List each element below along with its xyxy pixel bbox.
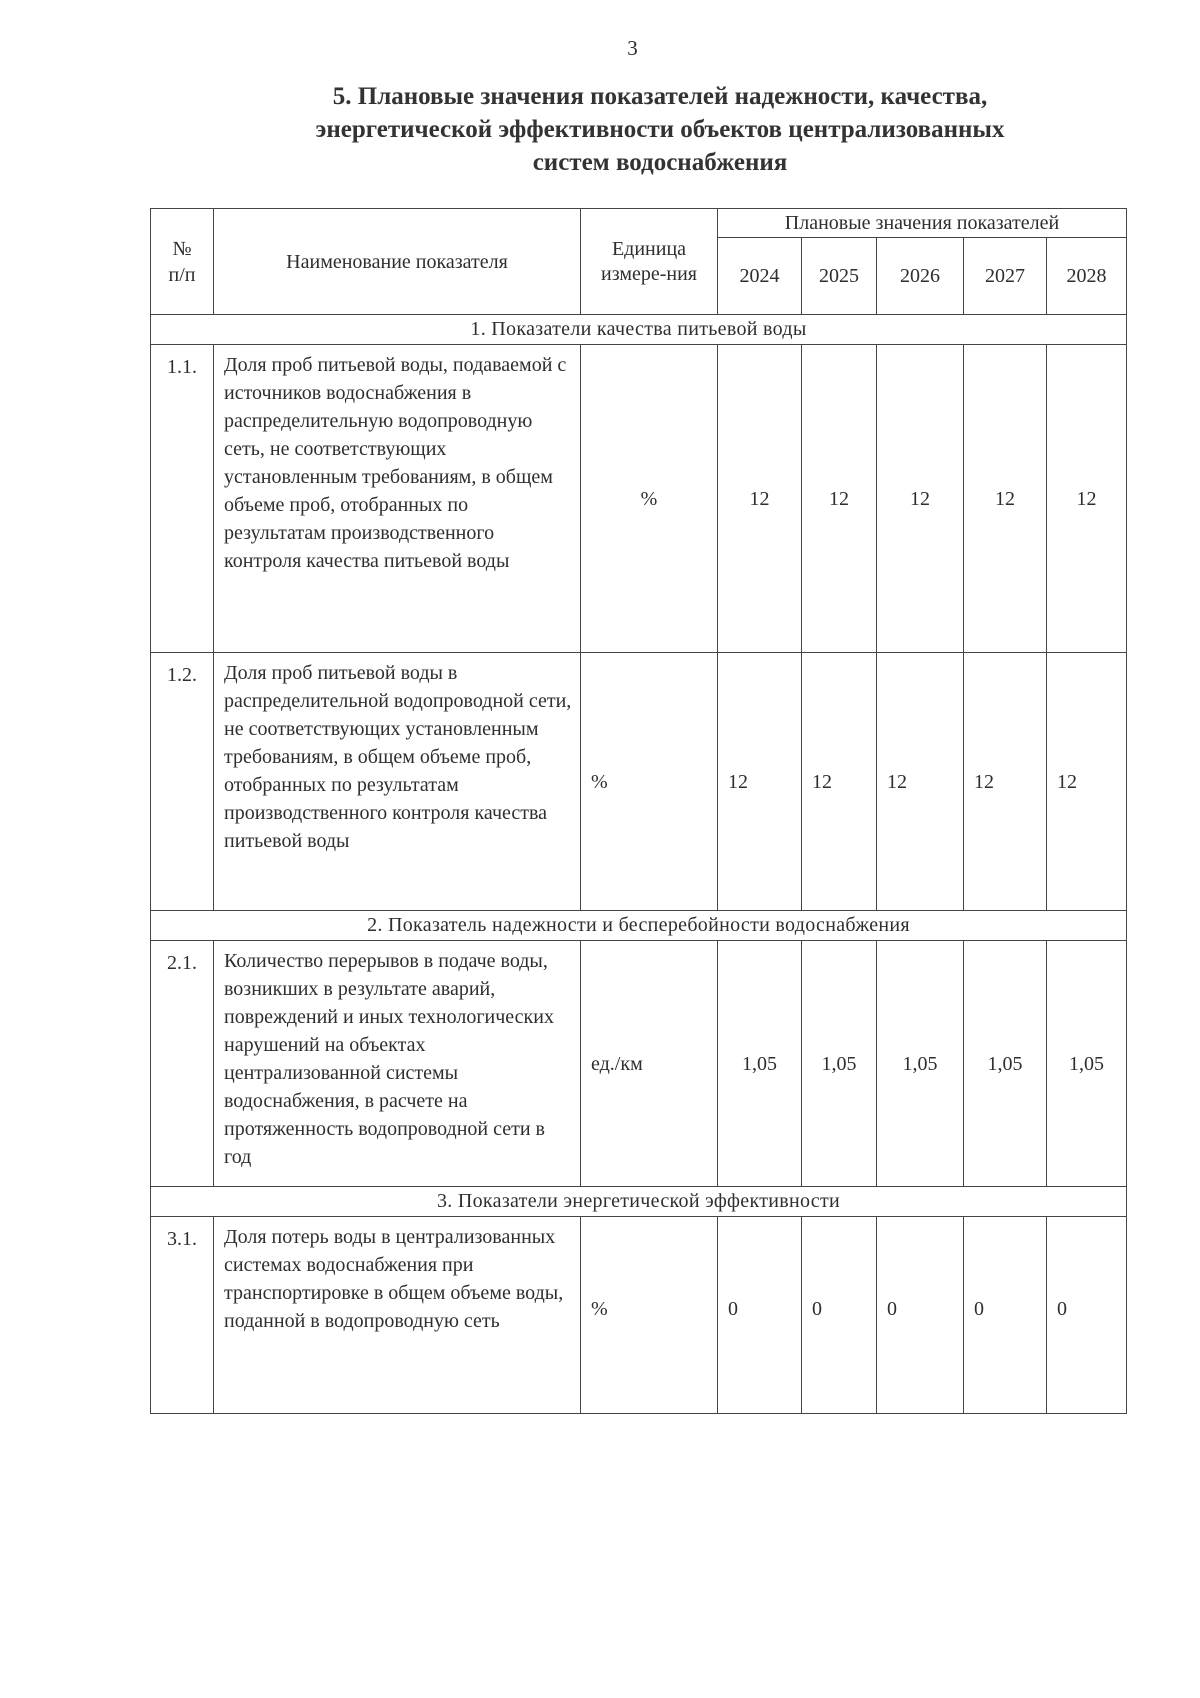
section-row	[151, 1187, 1127, 1217]
header-year: 2024	[718, 238, 802, 315]
row-value: 12	[1047, 653, 1127, 911]
row-value: 0	[802, 1217, 877, 1414]
row-value: 12	[964, 653, 1047, 911]
row-value: 12	[1047, 345, 1127, 653]
row-number: 1.2.	[151, 653, 214, 911]
row-name: Доля проб питьевой воды в распределительной водопроводной сети, не соответствующих установленным требованиям, в общем объеме проб, отобранных по результатам производственного контроля качества питьевой воды	[214, 653, 581, 911]
row-value: 1,05	[964, 941, 1047, 1187]
row-value: 12	[877, 345, 964, 653]
header-number: № п/п	[151, 209, 214, 315]
row-value: 12	[718, 345, 802, 653]
row-value: 1,05	[1047, 941, 1127, 1187]
title-line-3: систем водоснабжения	[532, 149, 788, 176]
row-unit: %	[581, 345, 718, 653]
table-row	[151, 653, 1127, 911]
row-name: Количество перерывов в подаче воды, возникших в результате аварий, повреждений и иных технологических нарушений на объектах централизованной системы водоснабжения, в расчете на протяженность водопроводной сети в год	[214, 941, 581, 1187]
row-number: 3.1.	[151, 1217, 214, 1414]
row-name: Доля потерь воды в централизованных системах водоснабжения при транспортировке в общем объеме воды, поданной в водопроводную сеть	[214, 1217, 581, 1414]
row-number: 2.1.	[151, 941, 214, 1187]
row-value: 12	[964, 345, 1047, 653]
header-name: Наименование показателя	[214, 209, 581, 315]
header-year: 2026	[877, 238, 964, 315]
title-line-2: энергетической эффективности объектов централизованных	[315, 116, 1005, 143]
row-unit: %	[581, 1217, 718, 1414]
table-row	[151, 345, 1127, 653]
header-year: 2027	[964, 238, 1047, 315]
title-line-1: 5. Плановые значения показателей надежности, качества,	[332, 83, 988, 110]
row-name: Доля проб питьевой воды, подаваемой с источников водоснабжения в распределительную водопроводную сеть, не соответствующих установленным требованиям, в общем объеме проб, отобранных по результатам производственного контроля качества питьевой воды	[214, 345, 581, 653]
indicators-table	[150, 208, 1127, 1414]
row-value: 1,05	[718, 941, 802, 1187]
section-row	[151, 911, 1127, 941]
row-unit: ед./км	[581, 941, 718, 1187]
row-unit: %	[581, 653, 718, 911]
row-value: 0	[964, 1217, 1047, 1414]
document-title	[200, 80, 1120, 179]
row-value: 1,05	[802, 941, 877, 1187]
section-title: 2. Показатель надежности и бесперебойности водоснабжения	[151, 911, 1127, 941]
section-title: 1. Показатели качества питьевой воды	[151, 315, 1127, 345]
row-value: 0	[1047, 1217, 1127, 1414]
page-number: 3	[627, 36, 638, 60]
header-planned-values: Плановые значения показателей	[718, 209, 1127, 238]
row-value: 1,05	[877, 941, 964, 1187]
header-unit: Единица измере-ния	[581, 209, 718, 315]
table-row	[151, 941, 1127, 1187]
section-title: 3. Показатели энергетической эффективности	[151, 1187, 1127, 1217]
header-year: 2025	[802, 238, 877, 315]
row-number: 1.1.	[151, 345, 214, 653]
row-value: 12	[802, 653, 877, 911]
row-value: 12	[802, 345, 877, 653]
row-value: 12	[718, 653, 802, 911]
section-row	[151, 315, 1127, 345]
table-row	[151, 1217, 1127, 1414]
header-year: 2028	[1047, 238, 1127, 315]
row-value: 0	[718, 1217, 802, 1414]
row-value: 0	[877, 1217, 964, 1414]
row-value: 12	[877, 653, 964, 911]
